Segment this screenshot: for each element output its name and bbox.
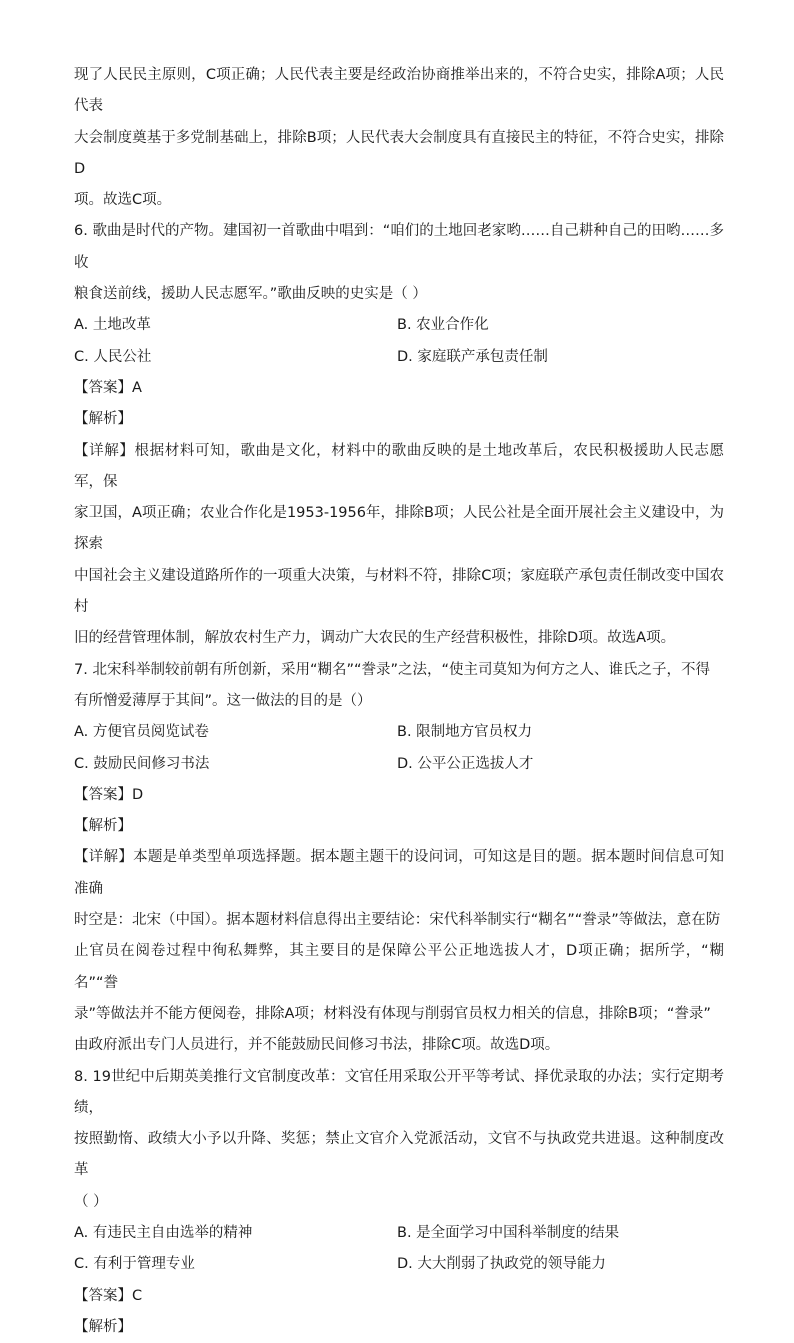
option-b: B. 是全面学习中国科举制度的结果 — [397, 1218, 720, 1249]
text-line: 现了人民民主原则，C项正确；人民代表主要是经政治协商推举出来的，不符合史实，排除A项；人民代表 — [74, 60, 724, 123]
answer-line: 【答案】A — [74, 373, 724, 404]
detail-line: 时空是：北宋（中国）。据本题材料信息得出主要结论：宋代科举制实行“糊名”“誊录”等做法，意在防 — [74, 905, 724, 936]
detail-line: 旧的经营管理体制，解放农村生产力，调动广大农民的生产经营积极性，排除D项。故选A项。 — [74, 623, 724, 654]
question-stem-line: 8. 19世纪中后期英美推行文官制度改革：文官任用采取公开平等考试、择优录取的办法；实行定期考绩， — [74, 1062, 724, 1125]
text-line: 项。故选C项。 — [74, 185, 724, 216]
analysis-label: 【解析】 — [74, 1312, 724, 1343]
detail-line: 中国社会主义建设道路所作的一项重大决策，与材料不符，排除C项；家庭联产承包责任制改变中国农村 — [74, 561, 724, 624]
detail-line: 家卫国，A项正确；农业合作化是1953-1956年，排除B项；人民公社是全面开展社会主义建设中，为探索 — [74, 498, 724, 561]
option-c: C. 人民公社 — [74, 342, 397, 373]
options-row — [74, 1218, 724, 1249]
option-d: D. 大大削弱了执政党的领导能力 — [397, 1249, 720, 1280]
question-stem-line: 有所憎爱薄厚于其间”。这一做法的目的是（） — [74, 686, 724, 717]
option-a: A. 有违民主自由选举的精神 — [74, 1218, 397, 1249]
text-line: 大会制度奠基于多党制基础上，排除B项；人民代表大会制度具有直接民主的特征，不符合史实，排除D — [74, 123, 724, 186]
options-row — [74, 342, 724, 373]
answer-line: 【答案】D — [74, 780, 724, 811]
document-page — [74, 60, 724, 1343]
option-b: B. 农业合作化 — [397, 310, 720, 341]
options-row — [74, 717, 724, 748]
analysis-label: 【解析】 — [74, 811, 724, 842]
intro-paragraph — [74, 60, 724, 216]
option-d: D. 家庭联产承包责任制 — [397, 342, 720, 373]
question-8 — [74, 1062, 724, 1343]
option-d: D. 公平公正选拔人才 — [397, 749, 720, 780]
question-7 — [74, 655, 724, 1062]
question-stem-line: （ ） — [74, 1187, 724, 1218]
question-stem-line: 6. 歌曲是时代的产物。建国初一首歌曲中唱到：“咱们的土地回老家哟……自己耕种自己的田哟……多收 — [74, 216, 724, 279]
detail-line: 【详解】根据材料可知，歌曲是文化，材料中的歌曲反映的是土地改革后，农民积极援助人民志愿军，保 — [74, 436, 724, 499]
detail-line: 【详解】本题是单类型单项选择题。据本题主题干的设问词，可知这是目的题。据本题时间信息可知准确 — [74, 842, 724, 905]
detail-line: 由政府派出专门人员进行，并不能鼓励民间修习书法，排除C项。故选D项。 — [74, 1030, 724, 1061]
options-row — [74, 749, 724, 780]
option-c: C. 鼓励民间修习书法 — [74, 749, 397, 780]
option-c: C. 有利于管理专业 — [74, 1249, 397, 1280]
question-stem-line: 7. 北宋科举制较前朝有所创新，采用“糊名”“誊录”之法，“使主司莫知为何方之人、谁氏之子，不得 — [74, 655, 724, 686]
detail-line: 录”等做法并不能方便阅卷，排除A项；材料没有体现与削弱官员权力相关的信息，排除B项；“誊录” — [74, 999, 724, 1030]
option-a: A. 方便官员阅览试卷 — [74, 717, 397, 748]
question-stem-line: 粮食送前线，援助人民志愿军。”歌曲反映的史实是（ ） — [74, 279, 724, 310]
analysis-label: 【解析】 — [74, 404, 724, 435]
options-row — [74, 1249, 724, 1280]
option-b: B. 限制地方官员权力 — [397, 717, 720, 748]
options-row — [74, 310, 724, 341]
option-a: A. 土地改革 — [74, 310, 397, 341]
question-stem-line: 按照勤惰、政绩大小予以升降、奖惩；禁止文官介入党派活动，文官不与执政党共进退。这种制度改革 — [74, 1124, 724, 1187]
detail-line: 止官员在阅卷过程中徇私舞弊，其主要目的是保障公平公正地选拔人才，D项正确；据所学，“糊名”“誊 — [74, 936, 724, 999]
question-6 — [74, 216, 724, 654]
answer-line: 【答案】C — [74, 1281, 724, 1312]
